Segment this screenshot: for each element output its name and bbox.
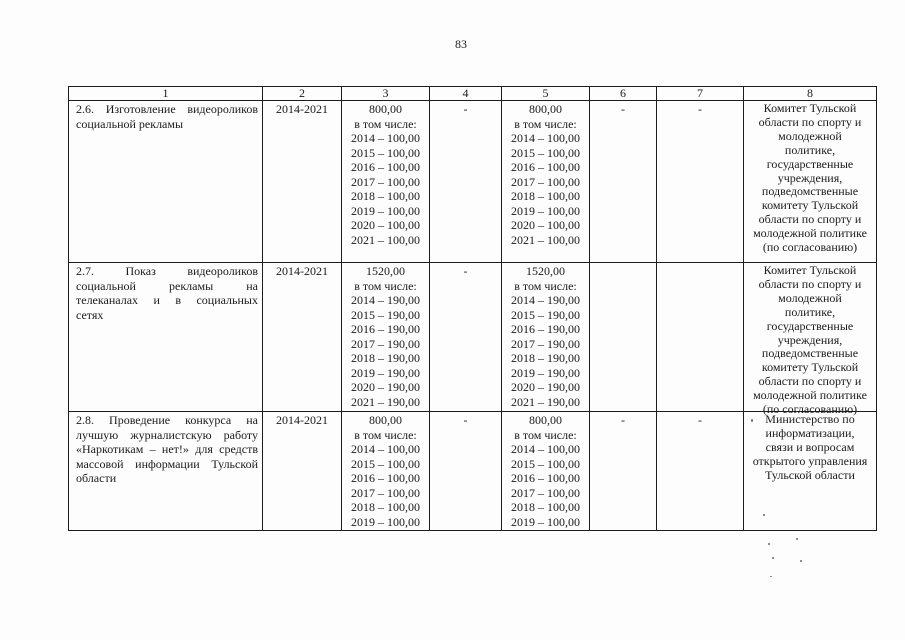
cell-text-line: учреждения, (777, 332, 843, 347)
cell-content (657, 412, 743, 530)
cell-text-line: 2014 – 100,00 (351, 131, 420, 145)
cell-content (342, 101, 429, 262)
table-cell-col7 (657, 412, 744, 531)
cell-content (342, 263, 429, 411)
column-number-header: 1 (69, 87, 263, 101)
cell-text-line: 2015 – 100,00 (351, 456, 420, 471)
cell-text-line: - (621, 102, 625, 116)
cell-text-line: - (621, 413, 625, 427)
column-number-header: 7 (657, 87, 744, 101)
table-cell-col5 (502, 263, 590, 412)
cell-text-line: 2019 – 100,00 (511, 203, 580, 218)
cell-content (69, 263, 262, 411)
scan-speck (770, 576, 772, 577)
cell-text-line: - (698, 102, 702, 116)
cell-content (502, 412, 589, 530)
cell-text-line: сетях (76, 307, 104, 322)
cell-text-line: 2018 – 100,00 (351, 189, 420, 203)
table-cell-col6 (590, 101, 657, 263)
table-cell-col8 (744, 263, 877, 417)
table-cell-col6 (590, 412, 657, 531)
cell-text-line: 2016 – 100,00 (351, 160, 420, 174)
cell-text-line: 2.7. Показ видеороликов (76, 264, 258, 278)
cell-text-line: (по согласованию) (762, 240, 858, 255)
table-row (69, 412, 877, 531)
column-number-header: 6 (590, 87, 657, 101)
cell-content (590, 412, 656, 530)
table-head (69, 87, 877, 101)
cell-text-line: 2014 – 100,00 (351, 442, 420, 456)
cell-text-line: 800,00 (529, 102, 562, 116)
cell-text-line: 2014 – 190,00 (511, 293, 580, 307)
cell-text-line: 2018 – 190,00 (511, 351, 580, 365)
cell-text-line: 2015 – 100,00 (351, 145, 420, 160)
table-cell-col3 (342, 412, 430, 531)
cell-text-line: лучшую журналистскую работу (76, 427, 258, 442)
cell-content (263, 263, 341, 411)
column-number-header: 4 (430, 87, 502, 101)
cell-text-line: (по согласованию) (762, 402, 858, 417)
cell-text-line: 2015 – 190,00 (351, 307, 420, 322)
cell-content (263, 412, 341, 530)
scan-speck (800, 560, 802, 562)
cell-text-line: Комитет Тульской (763, 263, 857, 277)
cell-text-line: 2014-2021 (276, 413, 328, 427)
cell-text-line: политике, (784, 304, 836, 319)
cell-text-line: области (76, 471, 117, 485)
table-body (69, 101, 877, 531)
cell-text-line: социальной рекламы (76, 116, 184, 131)
cell-content (657, 263, 743, 411)
header-row (69, 87, 877, 101)
cell-text-line: 2018 – 190,00 (351, 351, 420, 365)
cell-text-line: 2019 – 100,00 (351, 203, 420, 218)
cell-content (657, 101, 743, 262)
table-cell-col5 (502, 101, 590, 263)
cell-text-line: 2017 – 190,00 (351, 336, 420, 351)
cell-content (430, 101, 501, 262)
cell-text-line: области по спорту и (758, 374, 862, 389)
cell-text-line: молодежной (778, 128, 842, 143)
cell-text-line: 2014-2021 (276, 102, 328, 116)
cell-text-line: связи и вопросам (765, 439, 855, 454)
cell-text-line: в том числе: (514, 427, 577, 442)
cell-text-line: в том числе: (514, 278, 577, 293)
cell-text-line: 2017 – 100,00 (351, 174, 420, 189)
cell-content (590, 101, 656, 262)
cell-text-line: 800,00 (369, 102, 402, 116)
cell-text-line: - (463, 102, 468, 116)
table-cell-col2 (263, 101, 342, 263)
scan-speck (768, 543, 770, 545)
cell-text-line: 2018 – 100,00 (511, 189, 580, 203)
cell-text-line: открытого управления (752, 453, 868, 468)
cell-text-line: 2017 – 100,00 (511, 485, 580, 500)
program-table (68, 86, 877, 531)
cell-text-line: 2021 – 100,00 (351, 232, 420, 247)
cell-text-line: 2014-2021 (276, 264, 328, 278)
cell-text-line: в том числе: (514, 116, 577, 131)
cell-text-line: в том числе: (354, 427, 417, 442)
cell-text-line: 2015 – 100,00 (511, 145, 580, 160)
cell-content (263, 101, 341, 262)
cell-content (69, 412, 262, 530)
cell-text-line: 2019 – 190,00 (511, 365, 580, 380)
cell-text-line: подведомственные (761, 184, 859, 199)
cell-text-line: 2017 – 190,00 (511, 336, 580, 351)
cell-text-line: молодежной (778, 290, 842, 305)
cell-content (744, 101, 876, 262)
cell-text-line: области по спорту и (758, 276, 862, 291)
cell-content (590, 263, 656, 411)
scan-speck (763, 514, 765, 516)
cell-text-line: в том числе: (354, 116, 417, 131)
cell-text-line: 2021 – 190,00 (351, 394, 420, 409)
cell-text-line: Тульской области (765, 467, 855, 482)
cell-text-line: 2021 – 100,00 (511, 232, 580, 247)
table-cell-col6 (590, 263, 657, 412)
cell-content (502, 263, 589, 411)
cell-text-line: 800,00 (529, 413, 562, 427)
table-cell-col2 (263, 412, 342, 531)
table-cell-col7 (657, 101, 744, 263)
cell-text-line: - (463, 413, 468, 427)
table-row (69, 101, 877, 263)
table-cell-col5 (502, 412, 590, 531)
cell-text-line: 2017 – 100,00 (351, 485, 420, 500)
cell-text-line: 2021 – 190,00 (511, 394, 580, 409)
cell-text-line: 2016 – 190,00 (511, 322, 580, 336)
cell-text-line: 2014 – 100,00 (511, 442, 580, 456)
cell-text-line: 2020 – 100,00 (511, 218, 580, 232)
cell-text-line: 2014 – 100,00 (511, 131, 580, 145)
column-number-header: 5 (502, 87, 590, 101)
cell-text-line: 2015 – 190,00 (511, 307, 580, 322)
cell-text-line: комитету Тульской (761, 198, 859, 213)
cell-text-line: 2018 – 100,00 (351, 500, 420, 514)
scan-speck (751, 419, 753, 422)
table-cell-col1 (69, 263, 263, 412)
cell-text-line: государственные (766, 318, 854, 333)
cell-text-line: социальной рекламы на (76, 278, 258, 293)
cell-text-line: 1520,00 (526, 264, 565, 278)
cell-text-line: 2015 – 100,00 (511, 456, 580, 471)
cell-text-line: подведомственные (761, 346, 859, 361)
cell-text-line: комитету Тульской (761, 360, 859, 375)
cell-text-line: учреждения, (777, 170, 843, 185)
cell-content (430, 263, 501, 411)
cell-text-line: 1520,00 (366, 264, 405, 278)
table-cell-col4 (430, 412, 502, 531)
cell-text-line: 2020 – 190,00 (511, 380, 580, 394)
page-number: 83 (455, 37, 467, 51)
cell-text-line: телеканалах и в социальных (76, 293, 258, 307)
table-cell-col8 (744, 412, 877, 531)
cell-text-line: - (698, 413, 702, 427)
cell-text-line: 2016 – 100,00 (511, 471, 580, 485)
cell-text-line: молодежной политике (753, 226, 867, 241)
cell-content (502, 101, 589, 262)
cell-content (69, 101, 262, 262)
cell-text-line: 2018 – 100,00 (511, 500, 580, 514)
table-cell-col2 (263, 263, 342, 412)
column-number-header: 8 (744, 87, 877, 101)
cell-text-line: области по спорту и (758, 212, 862, 227)
cell-text-line: 2016 – 100,00 (351, 471, 420, 485)
cell-text-line: массовой информации Тульской (76, 456, 258, 471)
table-cell-col8 (744, 101, 877, 263)
cell-text-line: 2.6. Изготовление видеороликов (76, 102, 258, 116)
cell-text-line: Комитет Тульской (763, 101, 857, 115)
table-row (69, 263, 877, 412)
scan-speck (796, 538, 798, 540)
cell-text-line: 2014 – 190,00 (351, 293, 420, 307)
column-number-header: 2 (263, 87, 342, 101)
cell-content (430, 412, 501, 530)
cell-text-line: в том числе: (354, 278, 417, 293)
table-cell-col3 (342, 263, 430, 412)
table-cell-col7 (657, 263, 744, 412)
column-number-header: 3 (342, 87, 430, 101)
cell-text-line: 2.8. Проведение конкурса на (76, 413, 258, 427)
table-cell-col4 (430, 101, 502, 263)
cell-text-line: информатизации, (765, 425, 855, 440)
cell-content (744, 412, 876, 530)
cell-text-line: 800,00 (369, 413, 402, 427)
cell-text-line: политике, (784, 142, 836, 157)
table-cell-col3 (342, 101, 430, 263)
cell-text-line: - (463, 264, 468, 278)
table-cell-col4 (430, 263, 502, 412)
scan-speck (772, 557, 774, 559)
cell-text-line: «Наркотикам – нет!» для средств (76, 442, 258, 456)
cell-text-line: 2016 – 100,00 (511, 160, 580, 174)
cell-text-line: 2019 – 100,00 (511, 514, 580, 529)
cell-text-line: Министерство по (765, 412, 855, 426)
cell-text-line: государственные (766, 156, 854, 171)
cell-content (744, 263, 876, 417)
cell-text-line: 2020 – 100,00 (351, 218, 420, 232)
cell-text-line: 2019 – 190,00 (351, 365, 420, 380)
cell-text-line: 2016 – 190,00 (351, 322, 420, 336)
cell-text-line: 2020 – 190,00 (351, 380, 420, 394)
table-cell-col1 (69, 412, 263, 531)
cell-content (342, 412, 429, 530)
cell-text-line: молодежной политике (753, 388, 867, 403)
cell-text-line: 2017 – 100,00 (511, 174, 580, 189)
cell-text-line: 2019 – 100,00 (351, 514, 420, 529)
cell-text-line: области по спорту и (758, 114, 862, 129)
table-cell-col1 (69, 101, 263, 263)
